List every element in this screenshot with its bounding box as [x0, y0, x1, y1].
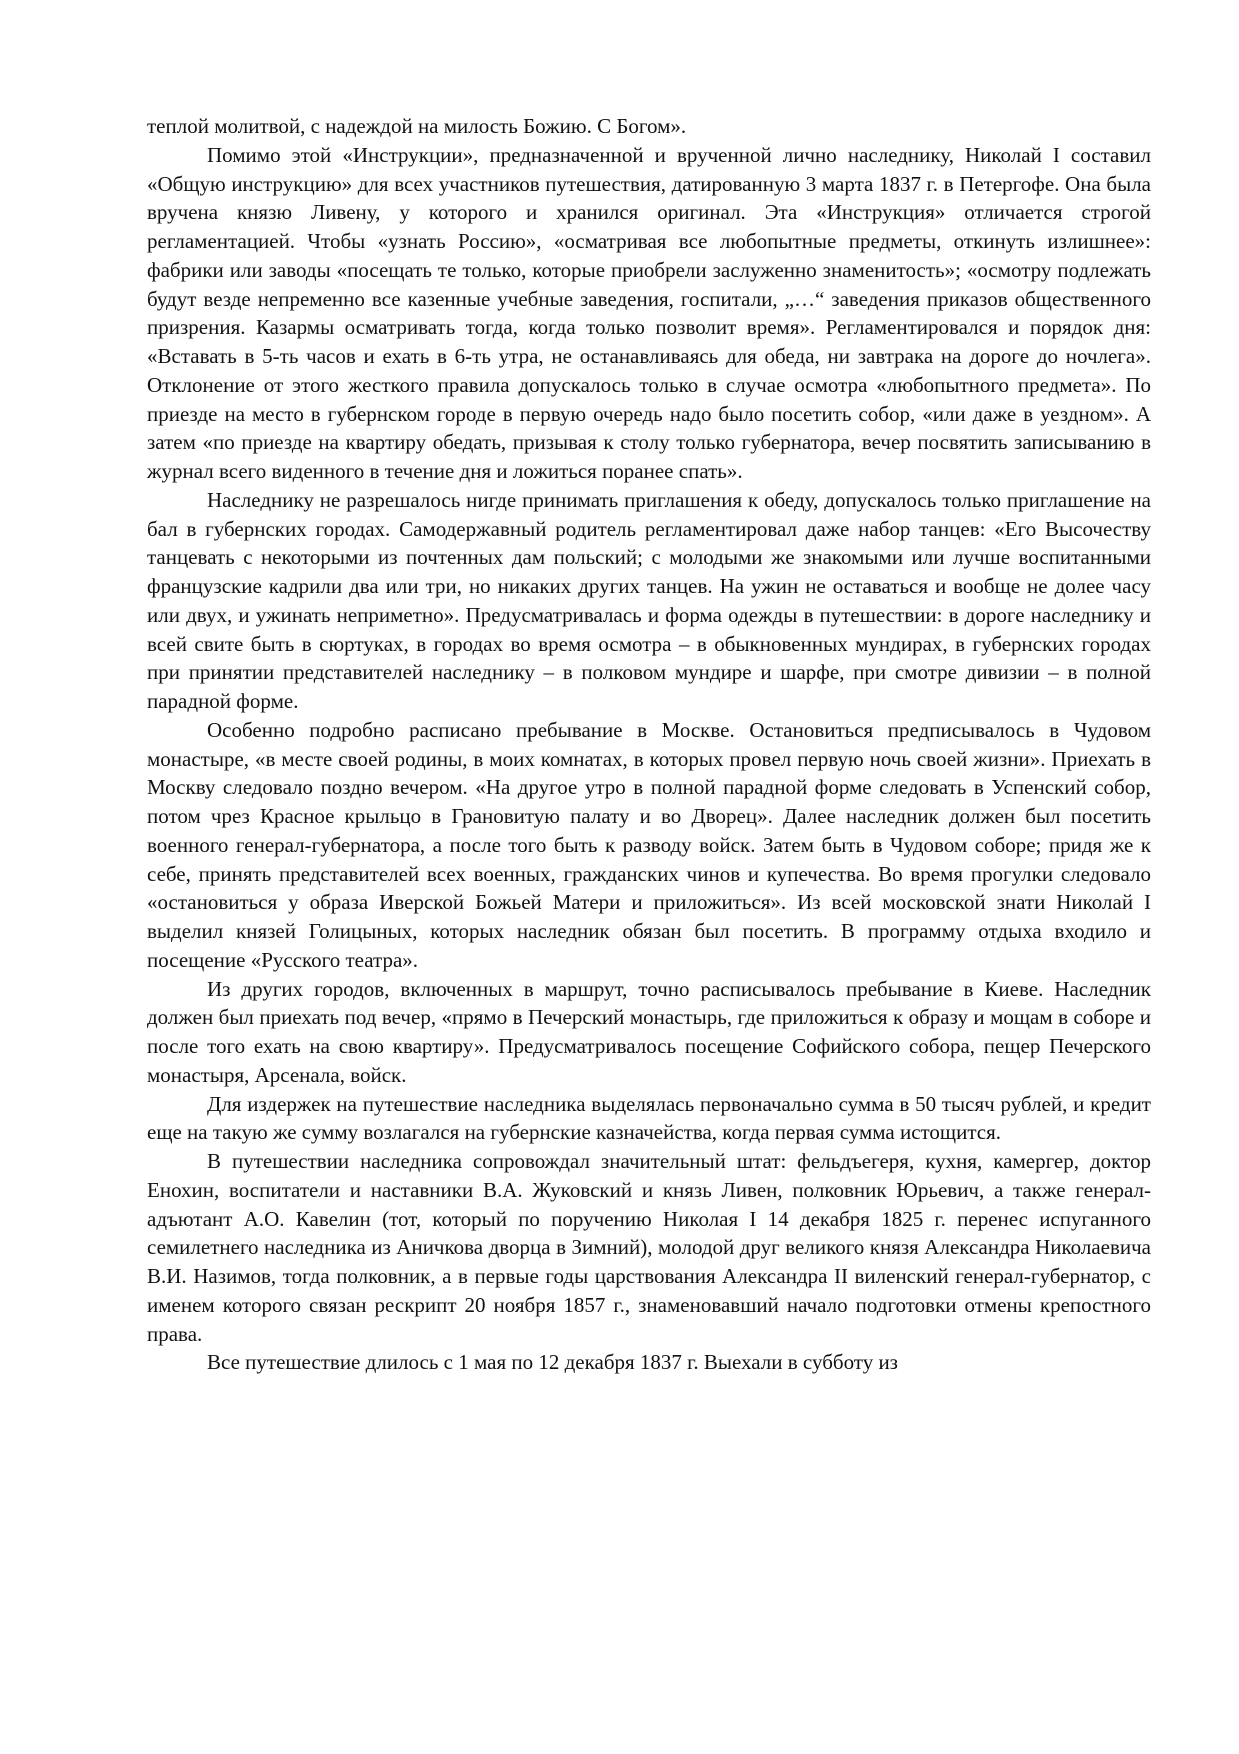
paragraph: Особенно подробно расписано пребывание в Москве. Остановиться предписывалось в Чудовом монастыре, «в месте своей родины, в моих комнатах, в которых провел первую ночь своей жизни». Приехать в Москву следовало поздно вечером. «На другое утро в полной парадной форме следовать в Успенский собор, потом чрез Красное крыльцо в Грановитую палату и во Дворец». Далее наследник должен был посетить военного генерал-губернатора, а после того быть к разводу войск. Затем быть в Чудовом соборе; придя же к себе, принять представителей всех военных, гражданских чинов и купечества. Во время прогулки следовало «остановиться у образа Иверской Божьей Матери и приложиться». Из всей московской знати Николай I выделил князей Голицыных, которых наследник обязан был посетить. В программу отдыха входило и посещение «Русского театра».: [147, 717, 1151, 972]
paragraph: В путешествии наследника сопровождал значительный штат: фельдъегеря, кухня, камергер, доктор Енохин, воспитатели и наставники В.А. Жуковский и князь Ливен, полковник Юрьевич, а также генерал-адъютант А.О. Кавелин (тот, который по поручению Николая I 14 декабря 1825 г. перенес испуганного семилетнего наследника из Аничкова дворца в Зимний), молодой друг великого князя Александра Николаевича В.И. Назимов, тогда полковник, а в первые годы царствования Александра II виленский генерал-губернатор, с именем которого связан рескрипт 20 ноября 1857 г., знаменовавший начало подготовки отмены крепостного права.: [147, 1149, 1151, 1346]
paragraph: Наследнику не разрешалось нигде принимать приглашения к обеду, допускалось только приглашение на бал в губернских городах. Самодержавный родитель регламентировал даже набор танцев: «Его Высочеству танцевать с некоторыми из почтенных дам польский; с молодыми же знакомыми или лучше воспитанными французские кадрили два или три, но никаких других танцев. На ужин не оставаться и вообще не долее часу или двух, и ужинать неприметно». Предусматривалась и форма одежды в путешествии: в дороге наследнику и всей свите быть в сюртуках, в городах во время осмотра – в обыкновенных мундирах, в губернских городах при принятии представителей наследнику – в полковом мундире и шарфе, при смотре дивизии – в полной парадной форме.: [147, 487, 1151, 713]
paragraph: Все путешествие длилось с 1 мая по 12 декабря 1837 г. Выехали в субботу из: [207, 1350, 898, 1375]
paragraph: теплой молитвой, с надеждой на милость Божию. С Богом».: [147, 114, 687, 138]
document-page: [147, 112, 1151, 1377]
paragraph: Из других городов, включенных в маршрут, точно расписывалось пребывание в Киеве. Наследник должен был приехать под вечер, «прямо в Печерский монастырь, где приложиться к образу и мощам в соборе и после того ехать на свою квартиру». Предусматривалось посещение Софийского собора, пещер Печерского монастыря, Арсенала, войск.: [147, 976, 1151, 1087]
paragraph: Для издержек на путешествие наследника выделялась первоначально сумма в 50 тысяч рублей, и кредит еще на такую же сумму возлагался на губернские казначейства, когда первая сумма истощится.: [147, 1091, 1151, 1145]
paragraph: Помимо этой «Инструкции», предназначенной и врученной лично наследнику, Николай I составил «Общую инструкцию» для всех участников путешествия, датированную 3 марта 1837 г. в Петергофе. Она была вручена князю Ливену, у которого и хранился оригинал. Эта «Инструкция» отличается строгой регламентацией. Чтобы «узнать Россию», «осматривая все любопытные предметы, откинуть излишнее»: фабрики или заводы «посещать те только, которые приобрели заслуженно знаменитость»; «осмотру подлежать будут везде непременно все казенные учебные заведения, госпитали, „…“ заведения приказов общественного призрения. Казармы осматривать тогда, когда только позволит время». Регламентировался и порядок дня: «Вставать в 5-ть часов и ехать в 6-ть утра, не останавливаясь для обеда, ни завтрака на дороге до ночлега». Отклонение от этого жесткого правила допускалось только в случае осмотра «любопытного предмета». По приезде на место в губернском городе в первую очередь надо было посетить собор, «или даже в уездном». А затем «по приезде на квартиру обедать, призывая к столу только губернатора, вечер посвятить записыванию в журнал всего виденного в течение дня и ложиться поранее спать».: [147, 142, 1151, 483]
